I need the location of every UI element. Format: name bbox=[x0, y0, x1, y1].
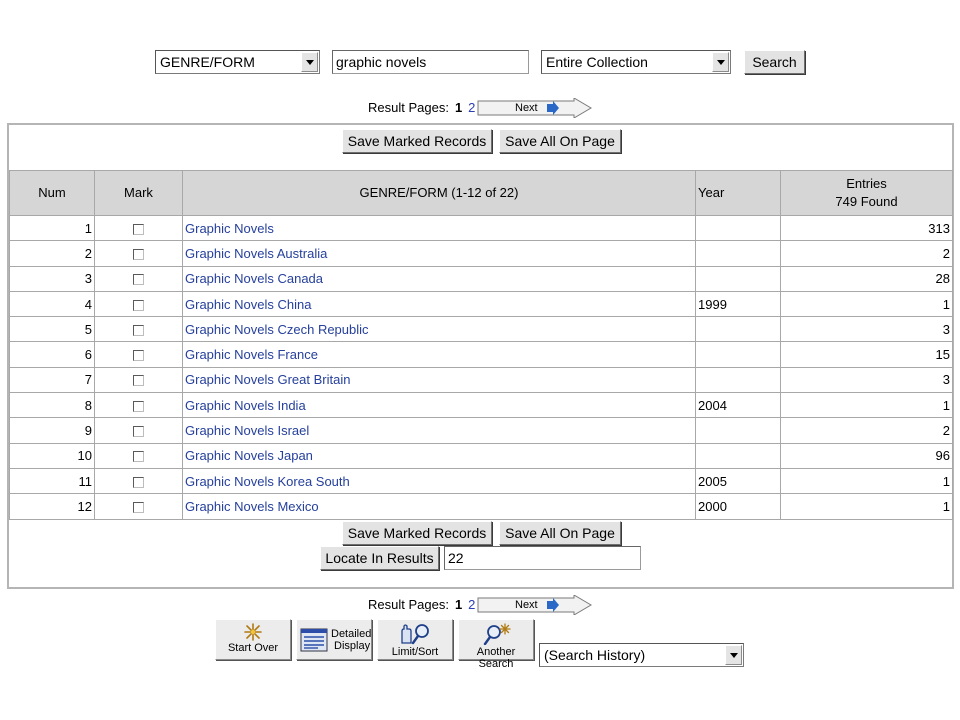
start-over-button[interactable] bbox=[215, 619, 291, 660]
mark-checkbox[interactable] bbox=[133, 325, 144, 336]
magnifier-sparkle-icon bbox=[481, 623, 511, 645]
result-pages-label: Result Pages: bbox=[368, 597, 449, 612]
display-label: Display bbox=[334, 640, 371, 652]
mark-checkbox[interactable] bbox=[133, 451, 144, 462]
table-row bbox=[10, 266, 953, 291]
genre-link[interactable]: Graphic Novels Czech Republic bbox=[183, 317, 696, 342]
search-scope-select[interactable] bbox=[541, 50, 731, 74]
row-mark-cell bbox=[95, 468, 183, 493]
mark-checkbox[interactable] bbox=[133, 224, 144, 235]
col-year-header: Year bbox=[696, 171, 781, 216]
row-num: 12 bbox=[10, 494, 95, 519]
current-page: 1 bbox=[454, 100, 463, 115]
row-num: 2 bbox=[10, 241, 95, 266]
genre-link[interactable]: Graphic Novels Israel bbox=[183, 418, 696, 443]
row-entries: 1 bbox=[781, 393, 953, 418]
locate-in-results-button[interactable]: Locate In Results bbox=[320, 546, 439, 570]
row-year: 1999 bbox=[696, 291, 781, 316]
row-num: 1 bbox=[10, 216, 95, 241]
save-all-on-page-button-bottom[interactable]: Save All On Page bbox=[499, 521, 621, 545]
row-year bbox=[696, 266, 781, 291]
table-row bbox=[10, 418, 953, 443]
table-row bbox=[10, 443, 953, 468]
row-mark-cell bbox=[95, 342, 183, 367]
start-over-label: Start Over bbox=[227, 642, 279, 654]
row-num: 9 bbox=[10, 418, 95, 443]
genre-link[interactable]: Graphic Novels Great Britain bbox=[183, 367, 696, 392]
col-mark-header: Mark bbox=[95, 171, 183, 216]
row-num: 3 bbox=[10, 266, 95, 291]
locate-input[interactable] bbox=[444, 546, 641, 570]
mark-checkbox[interactable] bbox=[133, 350, 144, 361]
chevron-down-icon[interactable] bbox=[301, 52, 318, 72]
result-pages-bottom bbox=[368, 596, 475, 614]
table-row bbox=[10, 291, 953, 316]
another-search-button[interactable] bbox=[458, 619, 534, 670]
result-pages-top bbox=[368, 99, 475, 117]
row-entries: 3 bbox=[781, 367, 953, 392]
mark-checkbox[interactable] bbox=[133, 502, 144, 513]
mark-checkbox[interactable] bbox=[133, 426, 144, 437]
row-entries: 96 bbox=[781, 443, 953, 468]
row-entries: 1 bbox=[781, 291, 953, 316]
col-genre-header: GENRE/FORM (1-12 of 22) bbox=[183, 171, 696, 216]
row-num: 10 bbox=[10, 443, 95, 468]
limit-sort-label: Limit/Sort bbox=[391, 646, 439, 658]
row-mark-cell bbox=[95, 393, 183, 418]
sparkle-icon bbox=[243, 623, 263, 641]
table-row bbox=[10, 317, 953, 342]
genre-link[interactable]: Graphic Novels France bbox=[183, 342, 696, 367]
row-year: 2004 bbox=[696, 393, 781, 418]
genre-link[interactable]: Graphic Novels India bbox=[183, 393, 696, 418]
entries-label: Entries bbox=[846, 176, 887, 191]
genre-link[interactable]: Graphic Novels Canada bbox=[183, 266, 696, 291]
row-mark-cell bbox=[95, 367, 183, 392]
mark-checkbox[interactable] bbox=[133, 375, 144, 386]
row-year bbox=[696, 443, 781, 468]
mark-checkbox[interactable] bbox=[133, 249, 144, 260]
row-num: 7 bbox=[10, 367, 95, 392]
genre-link[interactable]: Graphic Novels Australia bbox=[183, 241, 696, 266]
row-year bbox=[696, 367, 781, 392]
search-history-select[interactable] bbox=[539, 643, 744, 667]
search-input[interactable] bbox=[332, 50, 529, 74]
hand-magnifier-icon bbox=[396, 623, 434, 645]
search-scope-select-value: Entire Collection bbox=[546, 54, 648, 70]
mark-checkbox[interactable] bbox=[133, 401, 144, 412]
page-2-link[interactable]: 2 bbox=[468, 597, 476, 612]
save-marked-records-button-top[interactable]: Save Marked Records bbox=[342, 129, 492, 153]
results-panel bbox=[7, 123, 954, 589]
row-mark-cell bbox=[95, 443, 183, 468]
limit-sort-button[interactable] bbox=[377, 619, 453, 660]
row-mark-cell bbox=[95, 266, 183, 291]
chevron-down-icon[interactable] bbox=[712, 52, 729, 72]
row-entries: 1 bbox=[781, 468, 953, 493]
row-year bbox=[696, 216, 781, 241]
row-num: 4 bbox=[10, 291, 95, 316]
row-year bbox=[696, 317, 781, 342]
chevron-down-icon[interactable] bbox=[725, 645, 742, 665]
table-header-row bbox=[10, 171, 953, 216]
row-mark-cell bbox=[95, 216, 183, 241]
next-label: Next bbox=[515, 599, 538, 611]
entries-found-count: 749 Found bbox=[835, 194, 898, 209]
table-row bbox=[10, 342, 953, 367]
row-num: 11 bbox=[10, 468, 95, 493]
row-entries: 313 bbox=[781, 216, 953, 241]
row-year: 2005 bbox=[696, 468, 781, 493]
search-field-select[interactable] bbox=[155, 50, 320, 74]
row-num: 8 bbox=[10, 393, 95, 418]
another-search-label: Another Search bbox=[476, 646, 516, 670]
table-row bbox=[10, 367, 953, 392]
search-history-select-value: (Search History) bbox=[544, 647, 646, 663]
save-all-on-page-button-top[interactable]: Save All On Page bbox=[499, 129, 621, 153]
table-row bbox=[10, 494, 953, 519]
genre-link[interactable]: Graphic Novels Japan bbox=[183, 443, 696, 468]
row-year bbox=[696, 342, 781, 367]
results-table bbox=[9, 170, 953, 520]
row-mark-cell bbox=[95, 241, 183, 266]
row-mark-cell bbox=[95, 317, 183, 342]
next-label: Next bbox=[515, 102, 538, 114]
table-row bbox=[10, 468, 953, 493]
row-year bbox=[696, 241, 781, 266]
genre-link[interactable]: Graphic Novels Korea South bbox=[183, 468, 696, 493]
current-page: 1 bbox=[454, 597, 463, 612]
table-row bbox=[10, 241, 953, 266]
genre-link[interactable]: Graphic Novels Mexico bbox=[183, 494, 696, 519]
page-2-link[interactable]: 2 bbox=[468, 100, 476, 115]
row-entries: 28 bbox=[781, 266, 953, 291]
search-button[interactable]: Search bbox=[744, 50, 805, 74]
row-entries: 3 bbox=[781, 317, 953, 342]
mark-checkbox[interactable] bbox=[133, 274, 144, 285]
row-year: 2000 bbox=[696, 494, 781, 519]
genre-link[interactable]: Graphic Novels China bbox=[183, 291, 696, 316]
row-mark-cell bbox=[95, 418, 183, 443]
col-num-header: Num bbox=[10, 171, 95, 216]
row-mark-cell bbox=[95, 494, 183, 519]
row-num: 5 bbox=[10, 317, 95, 342]
col-entries-header bbox=[781, 171, 953, 216]
row-entries: 1 bbox=[781, 494, 953, 519]
table-row bbox=[10, 216, 953, 241]
result-pages-label: Result Pages: bbox=[368, 100, 449, 115]
document-lines-icon bbox=[300, 627, 328, 653]
next-page-button[interactable] bbox=[477, 595, 593, 615]
row-entries: 2 bbox=[781, 241, 953, 266]
mark-checkbox[interactable] bbox=[133, 300, 144, 311]
genre-link[interactable]: Graphic Novels bbox=[183, 216, 696, 241]
row-entries: 15 bbox=[781, 342, 953, 367]
table-row bbox=[10, 393, 953, 418]
mark-checkbox[interactable] bbox=[133, 477, 144, 488]
row-entries: 2 bbox=[781, 418, 953, 443]
detailed-display-button[interactable] bbox=[296, 619, 372, 660]
row-mark-cell bbox=[95, 291, 183, 316]
row-num: 6 bbox=[10, 342, 95, 367]
search-field-select-value: GENRE/FORM bbox=[160, 54, 255, 70]
save-marked-records-button-bottom[interactable]: Save Marked Records bbox=[342, 521, 492, 545]
next-page-button[interactable] bbox=[477, 98, 593, 118]
row-year bbox=[696, 418, 781, 443]
detailed-label: Detailed bbox=[331, 628, 372, 640]
